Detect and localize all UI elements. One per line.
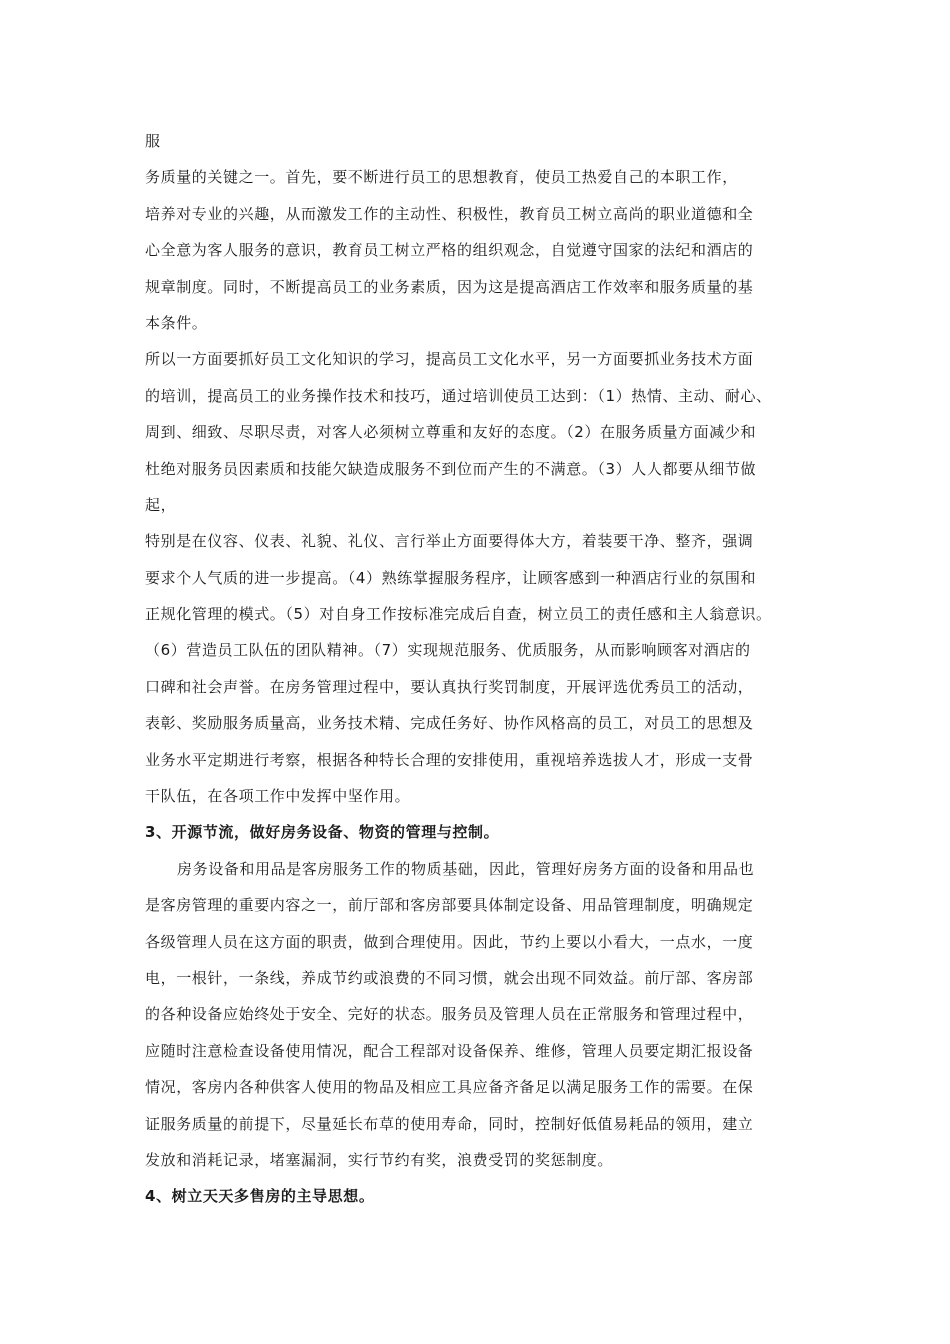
paragraph-line: 的培训，提高员工的业务操作技术和技巧，通过培训使员工达到：（1）热情、主动、耐心、 [145, 386, 772, 405]
section-heading: 4、树立天天多售房的主导思想。 [145, 1187, 375, 1206]
paragraph-line: 的各种设备应始终处于安全、完好的状态。服务员及管理人员在正常服务和管理过程中， [145, 1005, 754, 1024]
document-body [145, 123, 825, 1215]
paragraph-line: 房务设备和用品是客房服务工作的物质基础，因此，管理好房务方面的设备和用品也 [177, 859, 755, 878]
paragraph-line: 培养对专业的兴趣，从而激发工作的主动性、积极性，教育员工树立高尚的职业道德和全 [145, 204, 754, 223]
paragraph-line: 起， [145, 495, 177, 514]
section-heading: 3、开源节流，做好房务设备、物资的管理与控制。 [145, 823, 500, 842]
paragraph-line: 发放和消耗记录，堵塞漏洞，实行节约有奖，浪费受罚的奖惩制度。 [145, 1150, 614, 1169]
paragraph-line: 证服务质量的前提下，尽量延长布草的使用寿命，同时，控制好低值易耗品的领用，建立 [145, 1114, 754, 1133]
paragraph-line: 服 [145, 132, 161, 150]
paragraph-line: 特别是在仪容、仪表、礼貌、礼仪、言行举止方面要得体大方，着装要干净、整齐，强调 [145, 532, 754, 551]
paragraph-line: 杜绝对服务员因素质和技能欠缺造成服务不到位而产生的不满意。（3）人人都要从细节做 [145, 459, 757, 478]
paragraph-line: 表彰、奖励服务质量高，业务技术精、完成任务好、协作风格高的员工，对员工的思想及 [145, 714, 754, 733]
paragraph-line: （6）营造员工队伍的团队精神。（7）实现规范服务、优质服务，从而影响顾客对酒店的 [145, 641, 751, 660]
paragraph-line: 各级管理人员在这方面的职责，做到合理使用。因此，节约上要以小看大，一点水，一度 [145, 932, 754, 951]
paragraph-line: 口碑和社会声誉。在房务管理过程中，要认真执行奖罚制度，开展评选优秀员工的活动， [145, 677, 754, 696]
paragraph-line: 周到、细致、尽职尽责，对客人必须树立尊重和友好的态度。（2）在服务质量方面减少和 [145, 423, 757, 442]
paragraph-line: 情况，客房内各种供客人使用的物品及相应工具应备齐备足以满足服务工作的需要。在保 [145, 1078, 754, 1097]
paragraph-line: 所以一方面要抓好员工文化知识的学习，提高员工文化水平，另一方面要抓业务技术方面 [145, 350, 754, 369]
paragraph-line: 心全意为客人服务的意识，教育员工树立严格的组织观念，自觉遵守国家的法纪和酒店的 [145, 241, 754, 260]
paragraph-line: 应随时注意检查设备使用情况，配合工程部对设备保养、维修，管理人员要定期汇报设备 [145, 1041, 754, 1060]
paragraph-line: 正规化管理的模式。（5）对自身工作按标准完成后自查，树立员工的责任感和主人翁意识。 [145, 605, 772, 624]
paragraph-line: 务质量的关键之一。首先，要不断进行员工的思想教育，使员工热爱自己的本职工作， [145, 168, 738, 187]
paragraph-line: 电，一根针，一条线，养成节约或浪费的不同习惯，就会出现不同效益。前厅部、客房部 [145, 968, 754, 987]
paragraph-line: 干队伍，在各项工作中发挥中坚作用。 [145, 787, 411, 806]
paragraph-line: 是客房管理的重要内容之一，前厅部和客房部要具体制定设备、用品管理制度，明确规定 [145, 896, 754, 915]
paragraph-line: 业务水平定期进行考察，根据各种特长合理的安排使用，重视培养选拔人才，形成一支骨 [145, 750, 754, 769]
paragraph-line: 本条件。 [145, 313, 208, 332]
paragraph-line: 要求个人气质的进一步提高。（4）熟练掌握服务程序，让顾客感到一种酒店行业的氛围和 [145, 568, 757, 587]
paragraph-line: 规章制度。同时，不断提高员工的业务素质，因为这是提高酒店工作效率和服务质量的基 [145, 277, 754, 296]
